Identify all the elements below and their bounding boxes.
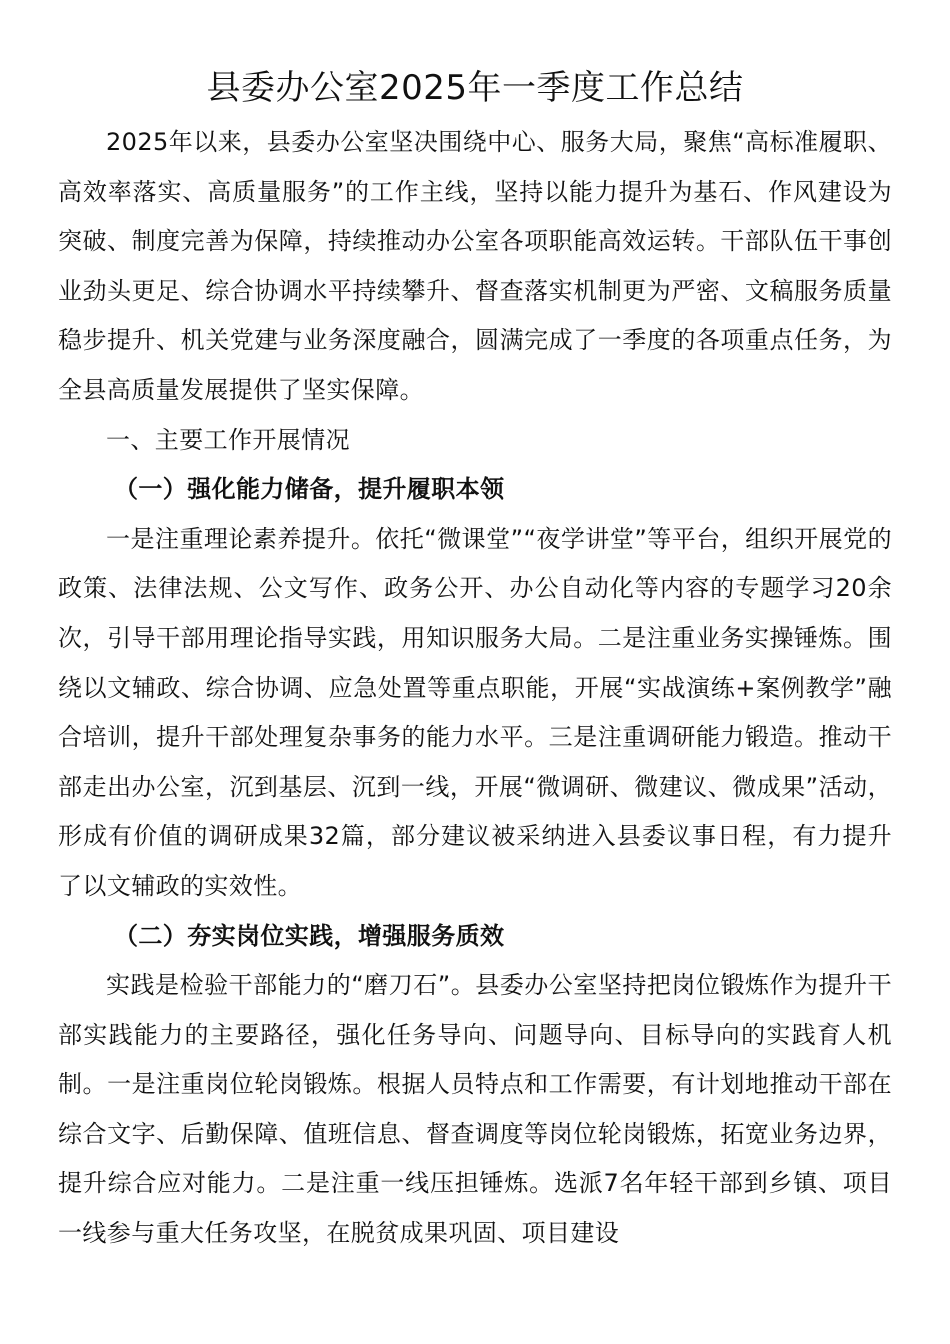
document-page: [58, 60, 892, 1259]
subsection-heading-2: （二）夯实岗位实践，增强服务质效: [114, 921, 505, 950]
section-heading: 一、主要工作开展情况: [106, 425, 350, 454]
subsection-heading-1: （一）强化能力储备，提升履职本领: [114, 475, 505, 504]
subsection-body-1: 一是注重理论素养提升。依托“微课堂”“夜学讲堂”等平台，组织开展党的政策、法律法规、公文写作、政务公开、办公自动化等内容的专题学习20余次，引导干部用理论指导实践，用知识服务大局。二是注重业务实操锤炼。围绕以文辅政、综合协调、应急处置等重点职能，开展“实战演练+案例教学”融合培训，提升干部处理复杂事务的能力水平。三是注重调研能力锻造。推动干部走出办公室，沉到基层、沉到一线，开展“微调研、微建议、微成果”活动，形成有价值的调研成果32篇，部分建议被采纳进入县委议事日程，有力提升了以文辅政的实效性。: [58, 524, 892, 900]
intro-paragraph: 2025年以来，县委办公室坚决围绕中心、服务大局，聚焦“高标准履职、高效率落实、高质量服务”的工作主线，坚持以能力提升为基石、作风建设为突破、制度完善为保障，持续推动办公室各项职能高效运转。干部队伍干事创业劲头更足、综合协调水平持续攀升、督查落实机制更为严密、文稿服务质量稳步提升、机关党建与业务深度融合，圆满完成了一季度的各项重点任务，为全县高质量发展提供了坚实保障。: [58, 128, 892, 404]
document-title: 县委办公室2025年一季度工作总结: [206, 68, 744, 108]
subsection-body-2: 实践是检验干部能力的“磨刀石”。县委办公室坚持把岗位锻炼作为提升干部实践能力的主要路径，强化任务导向、问题导向、目标导向的实践育人机制。一是注重岗位轮岗锻炼。根据人员特点和工作需要，有计划地推动干部在综合文字、后勤保障、值班信息、督查调度等岗位轮岗锻炼，拓宽业务边界，提升综合应对能力。二是注重一线压担锤炼。选派7名年轻干部到乡镇、项目一线参与重大任务攻坚，在脱贫成果巩固、项目建设: [58, 971, 892, 1248]
